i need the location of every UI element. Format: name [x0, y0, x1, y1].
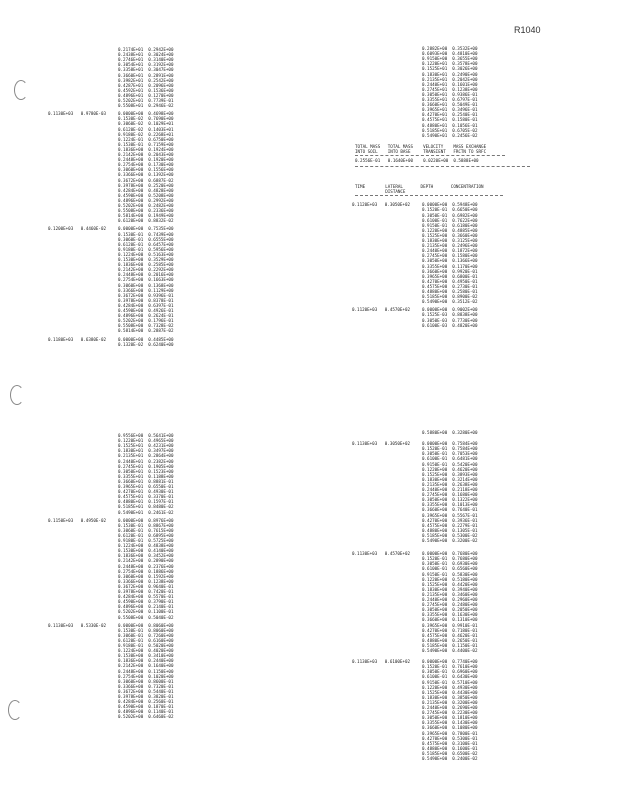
table-row: 0.3355E+01 0.1188E+00	[118, 473, 174, 479]
table-row: 0.0000E+00 0.9002E+00	[422, 307, 478, 313]
group-lead-values: 0.1130E+03 0.5330E-02	[48, 622, 106, 628]
table-row: 0.1830E+00 0.3125E+00	[422, 238, 478, 243]
table-row: 0.4575E+00 0.2730E-01	[422, 283, 478, 289]
group-lead-values: 0.1130E+03 0.4570E+02	[352, 551, 410, 557]
table-row: 0.3660E+00 0.9920E-01	[422, 268, 478, 274]
table-row: 0.4284E+00 0.5570E-01	[118, 594, 174, 600]
table-row: 0.9180E-02 0.2268E+01	[118, 131, 174, 137]
table-row: 0.5508E+00 0.5040E-02	[118, 614, 174, 620]
table-row: 0.1830E+00 0.3940E+00	[422, 586, 478, 592]
table-row: 0.3660E+01 0.5049E-01	[422, 102, 478, 108]
table-row: 0.4575E+00 0.2279E-01	[422, 522, 478, 528]
table-row: 0.1530E+00 0.3529E+00	[118, 257, 174, 262]
table-row: 0.3355E+01 0.6797E-01	[422, 97, 478, 102]
table-row: 0.2882E+00 0.3532E+00	[422, 46, 478, 51]
table-row: 0.1224E-01 0.6750E+00	[118, 136, 174, 142]
page-id: R1040	[514, 25, 541, 35]
table-row: 0.5508E+01 0.2946E-02	[118, 103, 174, 109]
column-header: DISTANCE	[355, 189, 406, 195]
table-row: 0.5490E+00 0.2400E-02	[422, 756, 478, 761]
table-row: 0.9180E-01 0.5725E+00	[118, 538, 174, 543]
table-row: 0.4284E+00 0.6397E-01	[118, 302, 174, 308]
table-row: 0.1220E+00 0.5180E+00	[422, 576, 478, 582]
table-row: 0.1836E+00 0.3452E+00	[118, 553, 174, 559]
table-row: 0.1220E+00 0.4620E+00	[422, 466, 478, 472]
table-row: 0.5185E+00 0.5300E-02	[422, 532, 478, 538]
table-row: 0.3050E+00 0.1366E+00	[422, 258, 478, 264]
group-lead-values: 0.1200E+03 0.4460E-02	[48, 226, 106, 232]
table-row: 0.5202E+00 0.1796E-01	[118, 318, 174, 324]
table-row: 0.2440E+00 0.2960E+00	[422, 597, 478, 602]
table-row: 0.2746E+01 0.3140E+00	[118, 57, 174, 63]
table-row: 0.1220E+00 0.4885E+00	[422, 227, 478, 233]
table-row: 0.3965E+01 0.6550E-01	[118, 484, 174, 489]
table-row: 0.2135E+01 0.2864E+00	[118, 453, 174, 459]
summary-divider	[355, 155, 505, 156]
table-row: 0.1530E-01 0.7439E+00	[118, 231, 174, 237]
table-row: 0.3978E+00 0.7420E-01	[118, 589, 174, 594]
table-row: 0.5185E+00 0.1150E-01	[422, 642, 478, 648]
table-row: 0.6100E-03 0.4820E+00	[422, 322, 478, 328]
table-row: 0.3355E+00 0.1013E+00	[422, 502, 478, 508]
table-row: 0.9150E-01 0.5420E+00	[422, 461, 478, 467]
summary-values: 0.2556E-01 0.1640E+00 0.0220E+00 0.5888E+00	[355, 158, 479, 163]
table-row: 0.1830E+00 0.3850E+00	[422, 694, 478, 700]
table-row: 0.0000E+00 0.7535E+00	[118, 226, 174, 232]
column-header: TIME LATERAL DEPTH CONCENTRATION	[355, 184, 484, 190]
section-divider	[355, 166, 530, 167]
table-row: 0.5508E+00 0.2336E+00	[118, 208, 174, 214]
table-row: 0.1836E+00 0.1924E+00	[118, 146, 174, 152]
table-row: 0.4287E+01 0.2096E+00	[118, 82, 174, 88]
table-row: 0.3978E+00 0.2520E+00	[118, 182, 174, 188]
table-row: 0.2448E+00 0.1920E+00	[118, 157, 174, 163]
table-row: 0.3965E+01 0.3496E-01	[422, 107, 478, 113]
table-row: 0.2135E+00 0.3200E+00	[422, 699, 478, 705]
table-row: 0.1520E-01 0.7680E+00	[422, 556, 478, 562]
table-row: 0.3060E-01 0.7260E+00	[118, 632, 174, 638]
table-row: 0.4270E+01 0.4930E-01	[118, 489, 174, 495]
table-row: 0.2438E+01 0.3024E+00	[118, 52, 174, 58]
table-row: 0.3366E+00 0.7320E-01	[118, 683, 174, 689]
table-row: 0.1320E-02 0.6240E+00	[118, 341, 174, 347]
table-row: 0.2448E+00 0.2016E+00	[118, 272, 174, 278]
table-row: 0.4896E+00 0.2140E-01	[118, 604, 174, 610]
table-row: 0.2142E+00 0.2292E+00	[118, 267, 174, 273]
table-row: 0.1530E-01 0.8867E+00	[118, 522, 174, 528]
table-row: 0.1530E-01 0.7159E+00	[118, 141, 174, 147]
table-row: 0.9150E-01 0.5830E+00	[422, 571, 478, 577]
table-row: 0.1525E+00 0.3893E+00	[422, 471, 478, 477]
group-lead-values: 0.1120E+03 0.4570E+02	[352, 307, 410, 313]
table-row: 0.2440E+01 0.1601E+00	[422, 81, 478, 87]
table-row: 0.2440E+00 0.1872E+00	[422, 248, 478, 254]
table-row: 0.3060E+00 0.1368E+00	[118, 282, 174, 288]
table-row: 0.3672E+00 0.9396E-01	[118, 292, 174, 298]
table-row: 0.2135E+00 0.2638E+00	[422, 481, 478, 487]
table-row: 0.1220E+01 0.4965E+00	[118, 438, 174, 444]
table-row: 0.3050E+01 0.1523E+00	[118, 468, 174, 474]
table-row: 0.2174E+01 0.2942E+00	[118, 47, 174, 52]
table-row: 0.4575E+01 0.1580E-01	[422, 117, 478, 123]
table-row: 0.2440E+01 0.2382E+00	[118, 458, 174, 464]
table-row: 0.4270E+00 0.5300E-01	[422, 735, 478, 741]
table-row: 0.2754E+00 0.1730E+00	[118, 162, 174, 168]
summary-header: TOTAL MASS TOTAL MASS VELOCITY MASS EXCHANGE	[355, 143, 487, 149]
table-row: 0.2754E+00 0.1020E+00	[118, 673, 174, 679]
table-row: 0.2440E+00 0.2690E+00	[422, 705, 478, 710]
table-row: 0.2745E+01 0.1238E+00	[422, 86, 478, 92]
table-row: 0.5490E+01 0.2461E-02	[118, 509, 174, 515]
table-row: 0.5490E+00 0.3200E-02	[422, 538, 478, 543]
table-row: 0.1520E-01 0.7610E+00	[422, 664, 478, 670]
table-row: 0.3060E-01 0.7615E+00	[118, 527, 174, 533]
table-row: 0.1836E+00 0.2440E+00	[118, 658, 174, 664]
table-row: 0.1520E-01 0.6650E+00	[422, 207, 478, 213]
table-row: 0.3060E+00 0.8600E-01	[118, 678, 174, 684]
table-row: 0.9556E+00 0.5641E+00	[118, 433, 174, 438]
punch-hole-bottom	[8, 700, 22, 720]
punch-hole-top	[14, 80, 28, 100]
table-row: 0.1525E+00 0.4430E+00	[422, 689, 478, 695]
table-row: 0.3672E+00 0.9640E-01	[118, 583, 174, 589]
table-row: 0.3050E+00 0.1322E+00	[422, 497, 478, 503]
table-row: 0.4575E+00 0.4620E-01	[422, 632, 478, 638]
table-row: 0.3965E+00 0.5567E-01	[422, 512, 478, 518]
table-row: 0.1530E-01 0.8060E+00	[118, 627, 174, 633]
table-row: 0.3978E+00 0.3820E-01	[118, 694, 174, 699]
table-row: 0.3050E+00 0.1810E+00	[422, 715, 478, 721]
table-row: 0.5490E+00 0.4400E-02	[422, 648, 478, 653]
table-row: 0.5490E+00 0.3512E-02	[422, 299, 478, 305]
table-row: 0.3050E-01 0.6982E+00	[422, 212, 478, 218]
table-row: 0.5185E+01 0.6705E-02	[422, 127, 478, 133]
table-row: 0.3060E-02 0.1029E+01	[118, 121, 174, 127]
punch-hole-middle	[10, 385, 24, 405]
table-row: 0.3672E+00 0.6887E-02	[118, 177, 174, 183]
table-row: 0.1224E+00 0.5163E+00	[118, 251, 174, 257]
table-row: 0.3054E+01 0.3192E+00	[118, 62, 174, 68]
table-row: 0.2142E+00 0.2043E+00	[118, 152, 174, 157]
table-row: 0.2440E+00 0.2118E+00	[422, 487, 478, 492]
table-row: 0.3050E-01 0.7053E+00	[422, 451, 478, 457]
table-row: 0.5508E+00 0.7328E-02	[118, 323, 174, 329]
group-lead-values: 0.1130E+03 0.3050E+02	[352, 441, 410, 447]
table-row: 0.3355E+00 0.1170E+00	[422, 263, 478, 269]
table-row: 0.9150E-01 0.5710E+00	[422, 679, 478, 685]
table-row: 0.4270E+01 0.2540E-01	[422, 112, 478, 118]
table-row: 0.3965E+00 0.6800E-01	[422, 273, 478, 279]
table-row: 0.1530E+00 0.3410E+00	[118, 653, 174, 659]
table-row: 0.1830E+01 0.2490E+00	[422, 71, 478, 77]
table-row: 0.3050E-03 0.7730E+00	[422, 317, 478, 323]
table-row: 0.4270E+00 0.7180E-01	[422, 627, 478, 633]
table-row: 0.5202E+01 0.7739E-01	[118, 98, 174, 103]
table-row: 0.1530E-02 0.7690E+00	[118, 116, 174, 122]
summary-header: INTO SOIL INTO BASE TRANSIENT FRCTN TO SRFC	[355, 148, 487, 154]
table-row: 0.2754E+00 0.1663E+00	[118, 277, 174, 283]
table-row: 0.3660E+01 0.2891E+00	[118, 72, 174, 78]
table-row: 0.4896E+00 0.2992E+00	[118, 197, 174, 203]
group-lead-values: 0.1130E+03 0.9780E-03	[48, 111, 106, 117]
table-row: 0.5814E+00 0.2887E-02	[118, 328, 174, 334]
group-lead-values: 0.1120E+03 0.3050E+02	[352, 202, 410, 208]
table-row: 0.6120E-01 0.6457E+00	[118, 241, 174, 247]
table-row: 0.1525E+01 0.4231E+00	[118, 443, 174, 449]
table-row: 0.0000E+00 0.7740E+00	[422, 659, 478, 665]
table-row: 0.1530E+00 0.4140E+00	[118, 548, 174, 554]
table-row: 0.0000E+00 0.8976E+00	[118, 517, 174, 523]
group-lead-values: 0.1150E+03 0.4950E-02	[48, 517, 106, 523]
table-row: 0.9180E-01 0.5020E+00	[118, 643, 174, 648]
table-row: 0.4590E+00 0.1870E-01	[118, 704, 174, 710]
table-row: 0.4575E+00 0.3100E-01	[422, 740, 478, 746]
table-row: 0.2142E+00 0.1640E+00	[118, 663, 174, 669]
table-row: 0.4896E+01 0.1270E+00	[118, 92, 174, 98]
table-row: 0.2745E+00 0.1580E+00	[422, 253, 478, 259]
table-row: 0.3355E+00 0.1630E+00	[422, 612, 478, 618]
table-row: 0.0000E+00 0.7584E+00	[422, 441, 478, 447]
table-row: 0.2135E+01 0.2042E+00	[422, 76, 478, 82]
table-row: 0.4270E+00 0.3936E-01	[422, 517, 478, 523]
table-row: 0.4270E+00 0.4950E-01	[422, 278, 478, 284]
table-row: 0.6100E-01 0.7622E+00	[422, 217, 478, 223]
table-row: 0.4880E+00 0.2580E-01	[422, 289, 478, 294]
table-row: 0.2745E+00 0.2480E+00	[422, 602, 478, 608]
table-row: 0.9150E-01 0.6180E+00	[422, 222, 478, 228]
table-row: 0.1836E+00 0.2585E+00	[118, 262, 174, 268]
table-row: 0.4896E+00 0.1140E-01	[118, 709, 174, 715]
table-row: 0.6100E-01 0.6430E+00	[422, 674, 478, 680]
table-row: 0.2448E+00 0.2376E+00	[118, 563, 174, 569]
table-row: 0.1525E+01 0.3026E+00	[422, 66, 478, 72]
table-row: 0.5814E+00 0.1949E+00	[118, 213, 174, 219]
table-row: 0.4590E+00 0.4926E-01	[118, 308, 174, 313]
table-row: 0.3965E+00 0.7800E-01	[422, 730, 478, 736]
table-row: 0.2745E+01 0.1905E+00	[118, 463, 174, 469]
table-row: 0.4896E+00 0.2624E-01	[118, 313, 174, 319]
table-row: 0.2135E+00 0.3460E+00	[422, 591, 478, 597]
table-row: 0.1830E+00 0.3214E+00	[422, 476, 478, 482]
table-row: 0.3050E+00 0.2050E+00	[422, 607, 478, 613]
table-row: 0.0000E+00 0.7680E+00	[422, 551, 478, 557]
table-row: 0.5490E+01 0.2456E-02	[422, 132, 478, 138]
table-row: 0.3060E+00 0.1556E+00	[118, 167, 174, 173]
table-row: 0.3366E+00 0.1238E+00	[118, 578, 174, 584]
table-row: 0.6120E-01 0.6895E+00	[118, 532, 174, 538]
table-row: 0.6120E-02 0.1403E+01	[118, 126, 174, 132]
table-row: 0.3050E-01 0.6930E+00	[422, 561, 478, 567]
table-row: 0.3965E+00 0.9910E-01	[422, 622, 478, 628]
table-row: 0.5880E+00 0.3280E+00	[422, 430, 478, 435]
table-row: 0.2135E+00 0.2496E+00	[422, 243, 478, 249]
table-row: 0.9150E+00 0.3655E+00	[422, 56, 478, 62]
table-row: 0.3978E+00 0.8378E-01	[118, 297, 174, 303]
table-row: 0.4284E+00 0.4828E+00	[118, 187, 174, 193]
table-row: 0.3660E+00 0.1310E+00	[422, 617, 478, 623]
column-header-divider	[355, 195, 503, 196]
table-row: 0.4590E+00 0.3790E-01	[118, 599, 174, 605]
table-row: 0.4284E+00 0.2560E-01	[118, 699, 174, 705]
table-row: 0.5185E+01 0.8480E-02	[118, 504, 174, 510]
table-row: 0.2754E+00 0.1886E+00	[118, 568, 174, 574]
table-row: 0.6120E-01 0.6160E+00	[118, 637, 174, 643]
table-row: 0.6120E+00 0.8832E-02	[118, 218, 174, 224]
table-row: 0.1830E+01 0.3497E+00	[118, 448, 174, 454]
table-row: 0.3982E+01 0.2542E+00	[118, 77, 174, 83]
table-row: 0.5202E+00 0.2482E+00	[118, 203, 174, 208]
table-row: 0.6100E-01 0.6481E+00	[422, 456, 478, 462]
group-lead-values: 0.1180E+03 0.6380E-02	[48, 336, 106, 342]
table-row: 0.1525E+00 0.4420E+00	[422, 581, 478, 587]
table-row: 0.3660E+00 0.1080E+00	[422, 725, 478, 731]
table-row: 0.5185E+00 0.8900E-02	[422, 294, 478, 300]
table-row: 0.3050E+01 0.9386E-01	[422, 91, 478, 97]
table-row: 0.6093E+00 0.4810E+00	[422, 51, 478, 57]
table-row: 0.4880E+01 0.1597E-01	[118, 499, 174, 505]
table-row: 0.5185E+00 0.6500E-02	[422, 750, 478, 756]
table-row: 0.1520E-01 0.7584E+00	[422, 446, 478, 452]
table-row: 0.3060E+00 0.1592E+00	[118, 573, 174, 579]
table-row: 0.1220E+01 0.3578E+00	[422, 61, 478, 67]
table-row: 0.4880E+00 0.2650E-01	[422, 637, 478, 643]
table-row: 0.3358E+01 0.3047E+00	[118, 67, 174, 73]
table-row: 0.5202E+00 0.6460E-02	[118, 714, 174, 720]
table-row: 0.0000E+00 0.8060E+00	[118, 622, 174, 628]
table-row: 0.3355E+00 0.1430E+00	[422, 720, 478, 726]
table-row: 0.2745E+00 0.1680E+00	[422, 492, 478, 498]
table-row: 0.1220E+00 0.4930E+00	[422, 684, 478, 690]
table-row: 0.2448E+00 0.1150E+00	[118, 668, 174, 674]
table-row: 0.2745E+00 0.2230E+00	[422, 710, 478, 716]
table-row: 0.4880E+00 0.1600E-01	[422, 745, 478, 751]
table-row: 0.5202E+00 0.1100E-01	[118, 609, 174, 615]
table-row: 0.3366E+00 0.1392E+00	[118, 172, 174, 178]
table-row: 0.0000E+00 0.4485E+00	[118, 336, 174, 342]
table-row: 0.1224E+00 0.4838E+00	[118, 543, 174, 549]
table-row: 0.3660E+00 0.7640E-01	[422, 507, 478, 513]
table-row: 0.3672E+00 0.5440E-01	[118, 688, 174, 694]
table-row: 0.4880E+00 0.1305E-01	[422, 527, 478, 533]
table-row: 0.4575E+01 0.3370E-01	[118, 494, 174, 500]
table-row: 0.3050E-01 0.6960E+00	[422, 669, 478, 675]
table-row: 0.0000E+00 0.5948E+00	[422, 202, 478, 208]
table-row: 0.3060E-01 0.6555E+00	[118, 236, 174, 242]
table-row: 0.6100E-01 0.6560E+00	[422, 566, 478, 572]
table-row: 0.4590E+00 0.5208E+00	[118, 192, 174, 198]
table-row: 0.1525E+00 0.3660E+00	[422, 232, 478, 238]
table-row: 0.3366E+00 0.1129E+00	[118, 287, 174, 293]
table-row: 0.3660E+01 0.8881E-01	[118, 478, 174, 484]
table-row: 0.9180E-01 0.5956E+00	[118, 246, 174, 252]
table-row: 0.1224E+00 0.4020E+00	[118, 648, 174, 654]
table-row: 0.4880E+01 0.1056E-01	[422, 122, 478, 128]
table-row: 0.2142E+00 0.2890E+00	[118, 558, 174, 564]
table-row: 0.0000E+00 0.4698E+00	[118, 111, 174, 117]
table-row: 0.1525E-03 0.8838E+00	[422, 312, 478, 318]
table-row: 0.4592E+01 0.1536E+00	[118, 87, 174, 93]
group-lead-values: 0.1130E+03 0.6100E+02	[352, 659, 410, 665]
